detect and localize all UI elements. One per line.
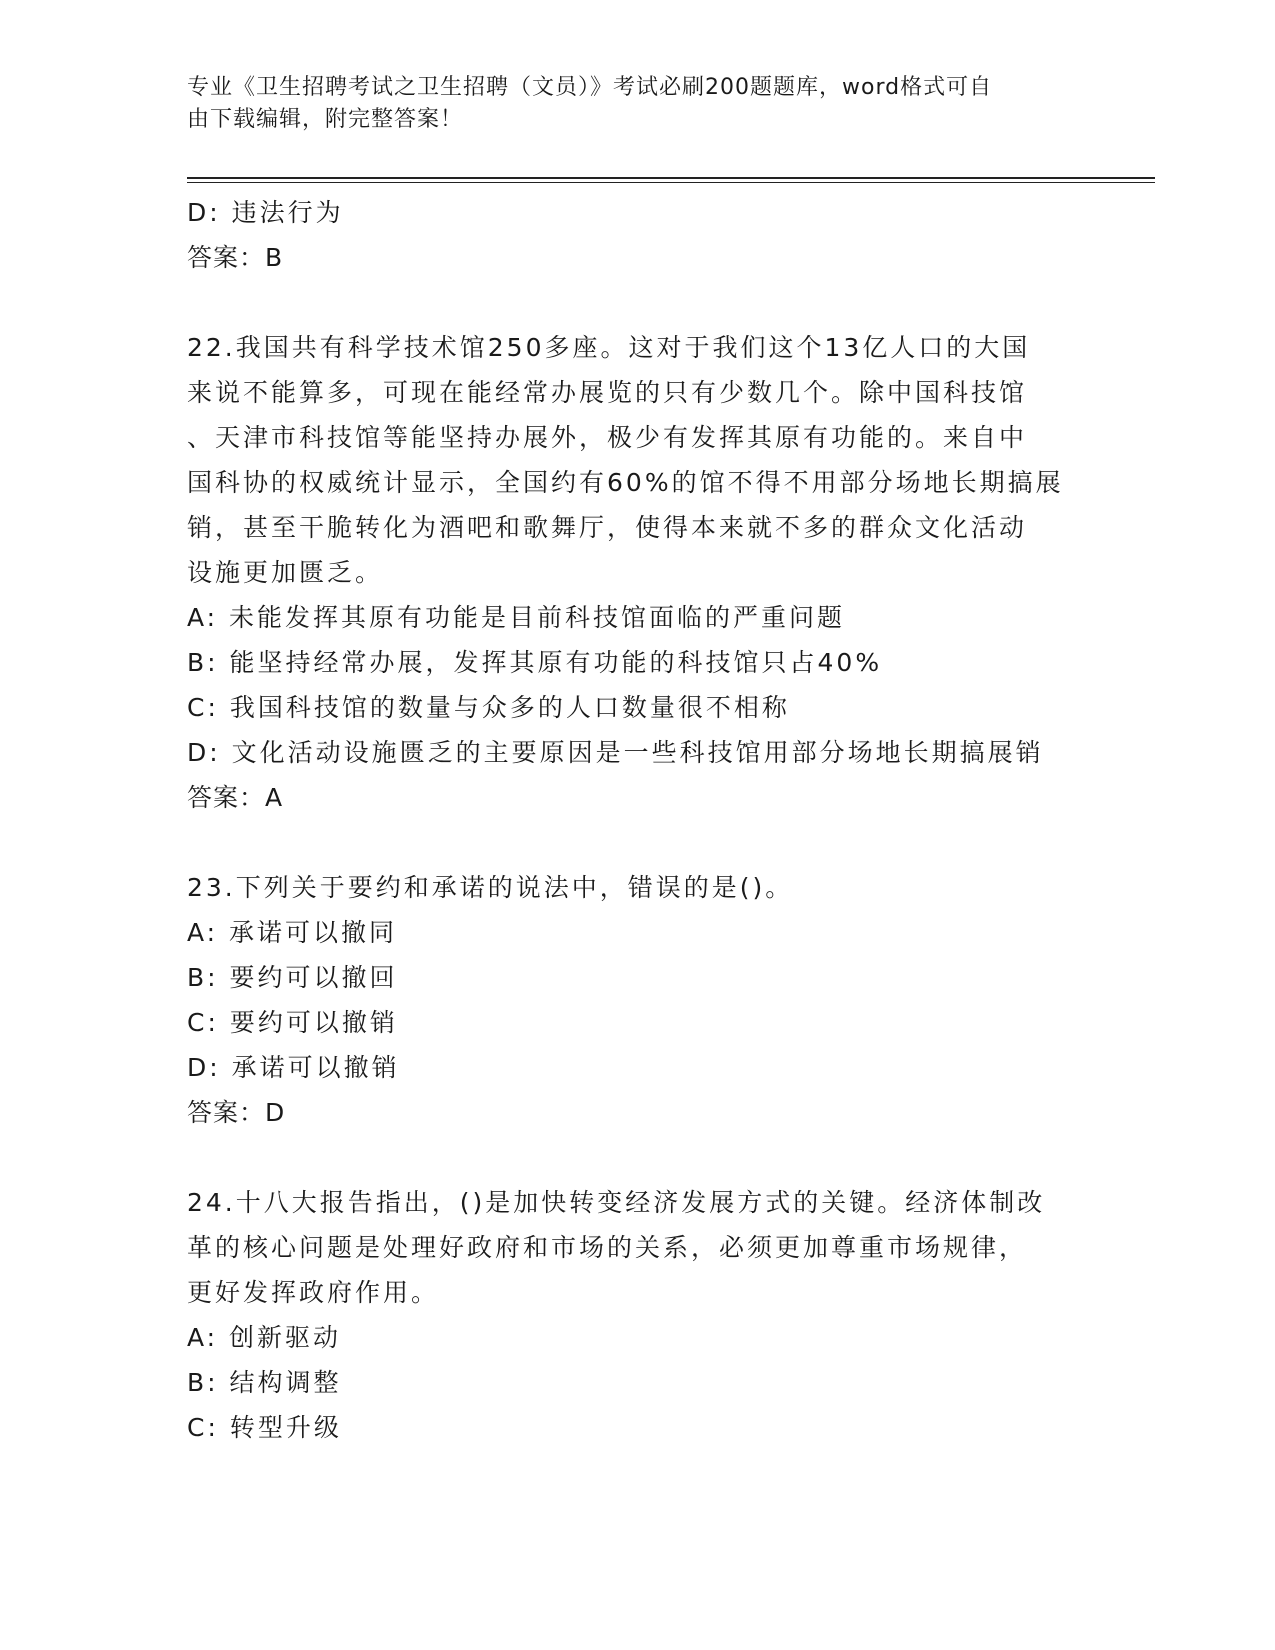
option-a: A: 承诺可以撤同 — [187, 918, 398, 947]
spacer — [187, 280, 1087, 325]
option-b: B: 要约可以撤回 — [187, 963, 398, 992]
option-d: D: 违法行为 — [187, 198, 344, 227]
header-rule-thick — [187, 177, 1155, 179]
question-stem-line: 设施更加匮乏。 — [187, 558, 384, 587]
header-rule-thin — [187, 182, 1155, 183]
answer-line: 答案：D — [187, 1098, 286, 1127]
option-b: B: 能坚持经常办展，发挥其原有功能的科技馆只占40% — [187, 648, 883, 677]
header-line-2: 由下载编辑，附完整答案！ — [187, 107, 464, 132]
page-header — [187, 72, 1067, 136]
option-c: C: 我国科技馆的数量与众多的人口数量很不相称 — [187, 693, 790, 722]
question-body — [187, 190, 1087, 1450]
question-stem-line: 22.我国共有科学技术馆250多座。这对于我们这个13亿人口的大国 — [187, 333, 1031, 362]
option-b: B: 结构调整 — [187, 1368, 342, 1397]
question-stem-line: 来说不能算多，可现在能经常办展览的只有少数几个。除中国科技馆 — [187, 378, 1028, 407]
option-a: A: 未能发挥其原有功能是目前科技馆面临的严重问题 — [187, 603, 846, 632]
option-d: D: 文化活动设施匮乏的主要原因是一些科技馆用部分场地长期搞展销 — [187, 738, 1044, 767]
answer-line: 答案：B — [187, 243, 284, 272]
question-stem-line: 23.下列关于要约和承诺的说法中，错误的是()。 — [187, 873, 794, 902]
question-stem-line: 国科协的权威统计显示，全国约有60%的馆不得不用部分场地长期搞展 — [187, 468, 1064, 497]
question-stem-line: 24.十八大报告指出，()是加快转变经济发展方式的关键。经济体制改 — [187, 1188, 1046, 1217]
question-stem-line: 革的核心问题是处理好政府和市场的关系，必须更加尊重市场规律， — [187, 1233, 1028, 1262]
spacer — [187, 1135, 1087, 1180]
option-d: D: 承诺可以撤销 — [187, 1053, 400, 1082]
question-stem-line: 、天津市科技馆等能坚持办展外，极少有发挥其原有功能的。来自中 — [187, 423, 1028, 452]
option-c: C: 转型升级 — [187, 1413, 342, 1442]
question-stem-line: 更好发挥政府作用。 — [187, 1278, 440, 1307]
question-stem-line: 销，甚至干脆转化为酒吧和歌舞厅，使得本来就不多的群众文化活动 — [187, 513, 1028, 542]
header-line-1: 专业《卫生招聘考试之卫生招聘（文员）》考试必刷200题题库，word格式可自 — [187, 75, 993, 100]
question-22 — [187, 325, 1087, 820]
option-a: A: 创新驱动 — [187, 1323, 342, 1352]
spacer — [187, 820, 1087, 865]
option-c: C: 要约可以撤销 — [187, 1008, 398, 1037]
question-23 — [187, 865, 1087, 1135]
answer-line: 答案：A — [187, 783, 284, 812]
question-21-tail — [187, 190, 1087, 280]
question-24 — [187, 1180, 1087, 1450]
